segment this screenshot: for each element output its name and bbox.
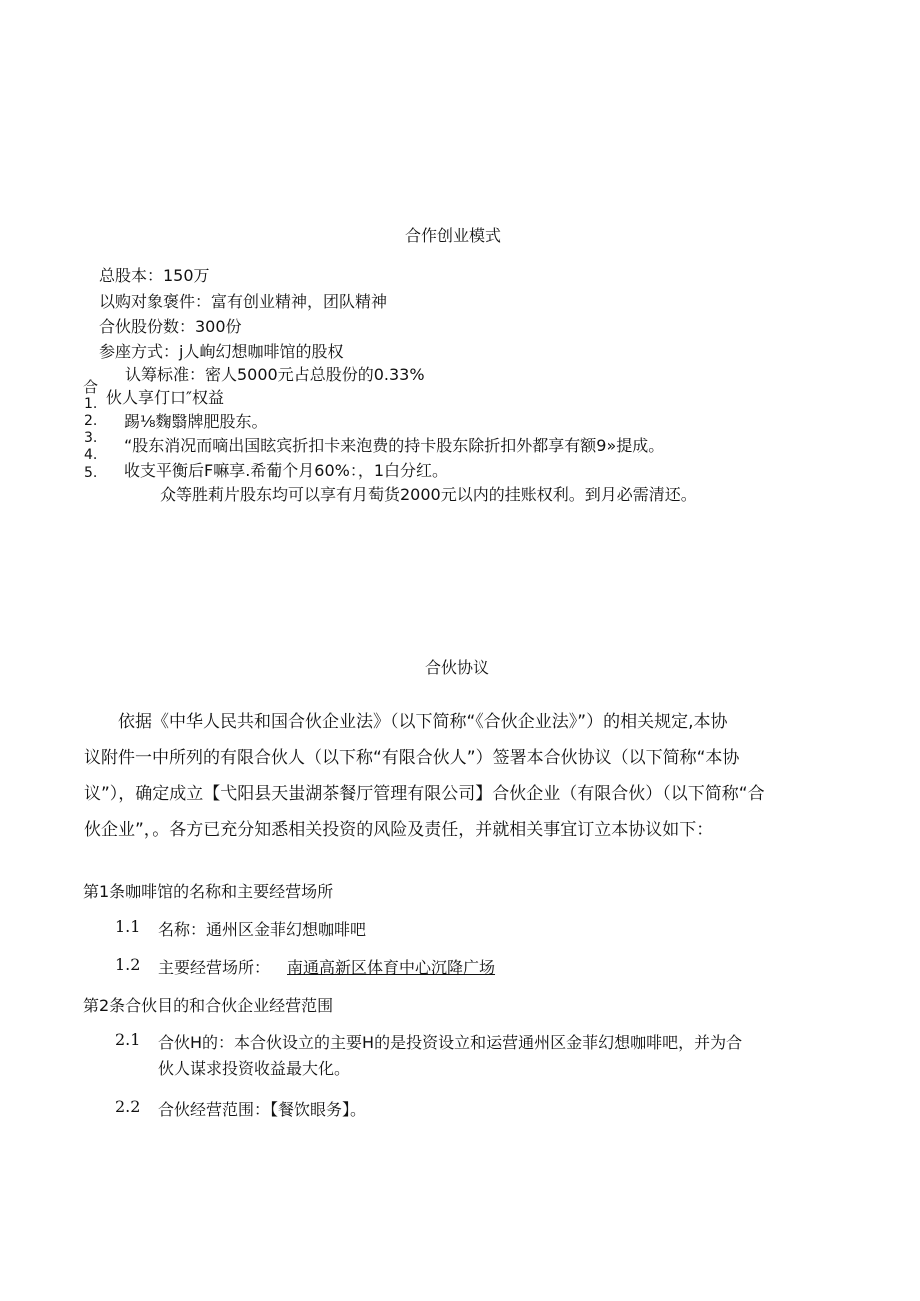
list-item-3: 收支平衡后F嘛享.希葡个月60%：，1白分红。 <box>124 461 449 480</box>
section1-title: 合作创业模式 <box>405 226 502 245</box>
clause-2-2-number: 2.2 <box>115 1097 141 1116</box>
article-1-heading: 第1条咖啡馆的名称和主要经营场所 <box>83 882 334 901</box>
intro-line-4: 伙企业”，。各方已充分知悉相关投资的风险及责任，并就相关事宜订立本协议如下： <box>84 820 714 840</box>
subscription-line: 认筹标准：密人5000元占总股份的0.33% <box>125 365 425 384</box>
list-item-2: “股东消况而嘀出国眩宾折扣卡来泡费的持卡股东除折扣外都享有额9»提成。 <box>124 436 665 455</box>
participation-line: 参座方式：j人峋幻想咖啡馆的股权 <box>99 342 344 361</box>
share-count-line: 合伙股份数：300份 <box>99 317 242 336</box>
clause-1-2-label: 主要经营场所： <box>158 958 271 977</box>
business-address: 南通高新区体育中心沉降广场 <box>287 958 496 977</box>
left-char: 合 <box>83 378 99 396</box>
clause-1-2-number: 1.2 <box>115 955 141 974</box>
list-item-1: 踢⅛麴翳牌肥股东。 <box>124 412 268 431</box>
intro-line-1: 依据《中华人民共和国合伙企业法》（以下简称“《合伙企业法》”）的相关规定,本协 <box>118 712 728 732</box>
clause-2-1-line-2: 伙人谋求投资收益最大化。 <box>158 1059 351 1078</box>
list-number-1: 1. <box>84 396 98 412</box>
clause-2-1-line-1: 合伙H的：本合伙设立的主要H的是投资设立和运营通州区金菲幻想咖啡吧，并为合 <box>158 1033 743 1052</box>
list-item-4: 众等胜莉片股东均可以享有月萄货2000元以内的挂账权利。到月必需清还。 <box>160 485 697 504</box>
list-number-2: 2. <box>84 413 98 429</box>
clause-1-1-text: 名称：通州区金菲幻想咖啡吧 <box>158 920 367 939</box>
section2-title: 合伙协议 <box>425 658 490 677</box>
list-number-4: 4. <box>84 447 98 463</box>
clause-1-1-number: 1.1 <box>115 917 141 936</box>
intro-line-2: 议附件一中所列的有限合伙人（以下称“有限合伙人”）签署本合伙协议（以下简称“本协 <box>84 748 740 768</box>
target-line: 以购对象褒件：富有创业精神，团队精神 <box>99 292 388 311</box>
intro-line-3: 议”），确定成立【弋阳县天蚩湖茶餐厅管理有限公司】合伙企业（有限合伙）（以下简称“合 <box>84 784 765 804</box>
list-number-5: 5. <box>84 465 98 481</box>
list-number-3: 3. <box>84 430 98 446</box>
total-capital-line: 总股本：150万 <box>99 266 210 285</box>
rights-line: 伙人享仃口″权益 <box>106 388 224 407</box>
agreement-intro <box>84 704 840 848</box>
article-2-heading: 第2条合伙目的和合伙企业经营范围 <box>83 996 334 1015</box>
clause-2-1-number: 2.1 <box>115 1030 141 1049</box>
clause-2-2-text: 合伙经营范围：【餐饮眼务】。 <box>158 1100 367 1119</box>
